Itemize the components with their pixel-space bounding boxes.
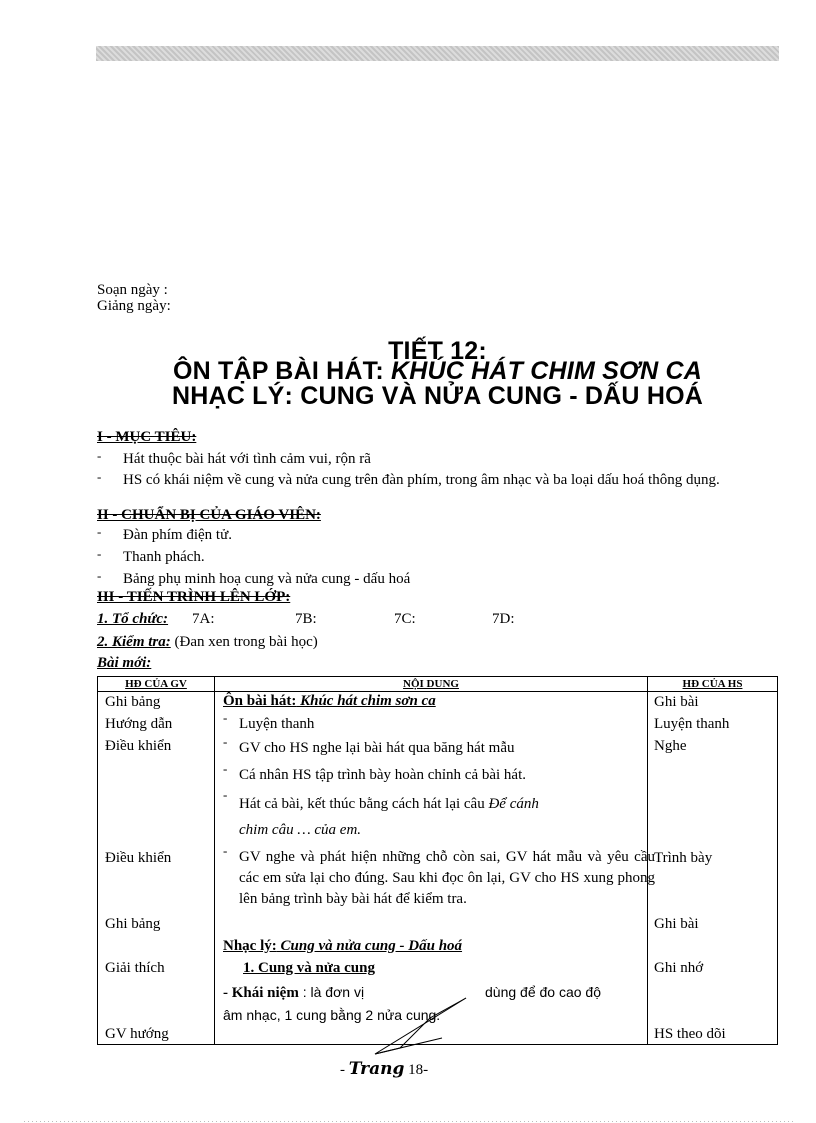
hs-item: Trình bày xyxy=(654,850,713,866)
gv-item: GV hướng xyxy=(105,1026,169,1042)
bai-moi-row xyxy=(97,655,151,672)
gv-item: Ghi bảng xyxy=(105,694,161,710)
list-item: - GV nghe và phát hiện những chỗ còn sai, GV hát mẫu và yêu cầu các em sửa lại cho đúng. Sau khi đọc ôn lại, GV cho HS xung phong lên bảng trình bày bài hát để kiểm tra. xyxy=(223,843,655,907)
lesson-theory-title: NHẠC LÝ: CUNG VÀ NỬA CUNG - DẤU HOÁ xyxy=(172,382,703,410)
pointer-line xyxy=(375,998,466,1054)
class-7a: 7A: xyxy=(192,611,215,627)
section-muc-tieu: I - MỤC TIÊU: xyxy=(97,429,197,445)
cung-va-nua-cung-heading: 1. Cung và nửa cung xyxy=(243,960,375,976)
gv-item: Hướng dẫn xyxy=(105,716,173,732)
bottom-dotted-line xyxy=(24,1121,794,1122)
on-bai-hat-heading: Ôn bài hát: Khúc hát chim sơn ca xyxy=(223,693,436,709)
list-item: - Luyện thanh xyxy=(223,710,315,732)
nhac-ly-heading: Nhạc lý: Cung và nửa cung - Dấu hoá xyxy=(223,938,463,954)
muc-tieu-item: - Hát thuộc bài hát với tình cảm vui, rộn rã xyxy=(97,448,371,467)
header-noi-dung: NỘI DUNG xyxy=(215,677,648,692)
class-7c: 7C: xyxy=(394,611,416,627)
giang-ngay-label: Giảng ngày: xyxy=(97,298,171,314)
list-item: - GV cho HS nghe lại bài hát qua băng hát mẫu xyxy=(223,734,515,756)
table-header-row xyxy=(98,677,778,692)
khai-niem-continued: dùng để đo cao độ xyxy=(485,984,601,1000)
section-chuan-bi: II - CHUẨN BỊ CỦA GIÁO VIÊN: xyxy=(97,507,321,523)
class-7d: 7D: xyxy=(492,611,515,627)
to-chuc-row xyxy=(97,611,515,628)
hs-item: Nghe xyxy=(654,738,687,754)
gv-item: Giải thích xyxy=(105,960,165,976)
gv-activity-cell xyxy=(98,692,215,1045)
kiem-tra-label: 2. Kiểm tra: xyxy=(97,634,171,650)
khai-niem-line-2: âm nhạc, 1 cung bằng 2 nửa cung. xyxy=(223,1007,441,1023)
triangle-pointer-graphic xyxy=(330,990,490,1070)
section-tien-trinh: III - TIẾN TRÌNH LÊN LỚP: xyxy=(97,589,291,605)
muc-tieu-item: - HS có khái niệm về cung và nửa cung trên đàn phím, trong âm nhạc và ba loại dấu hoá thông dụng. xyxy=(97,469,720,488)
hs-item: HS theo dõi xyxy=(654,1026,726,1042)
chuan-bi-item: - Thanh phách. xyxy=(97,546,205,565)
hs-activity-cell xyxy=(648,692,778,1045)
gv-item: Điều khiển xyxy=(105,738,172,754)
header-decorative-bar xyxy=(96,46,779,61)
hs-item: Ghi bài xyxy=(654,916,699,932)
hs-item: Ghi bài xyxy=(654,694,699,710)
list-item: - Cá nhân HS tập trình bày hoàn chỉnh cả bài hát. xyxy=(223,761,527,783)
lesson-title: TIẾT 12: xyxy=(388,337,487,365)
class-7b: 7B: xyxy=(295,611,317,627)
list-item: - Hát cả bài, kết thúc bằng cách hát lại câu Để cánh chim câu … của em. xyxy=(223,787,539,838)
header-hd-hs: HĐ CỦA HS xyxy=(648,677,778,692)
hs-item: Luyện thanh xyxy=(654,716,730,732)
to-chuc-label: 1. Tổ chức: xyxy=(97,611,169,627)
header-hd-gv: HĐ CỦA GV xyxy=(98,677,215,692)
hs-item: Ghi nhớ xyxy=(654,960,704,976)
kiem-tra-row: 2. Kiểm tra: (Đan xen trong bài học) xyxy=(97,634,318,650)
chuan-bi-item: - Bảng phụ minh hoạ cung và nửa cung - dấu hoá xyxy=(97,568,411,587)
khai-niem-line: - Khái niệm : là đơn vị xyxy=(223,984,365,1001)
lesson-subtitle: ÔN TẬP BÀI HÁT: KHÚC HÁT CHIM SƠN CA xyxy=(172,357,703,385)
gv-item: Điều khiển xyxy=(105,850,172,866)
page-number: - Trang 18- xyxy=(340,1059,429,1079)
gv-item: Ghi bảng xyxy=(105,916,161,932)
chuan-bi-item: - Đàn phím điện tử. xyxy=(97,524,232,543)
soan-ngay-label: Soạn ngày : xyxy=(97,282,168,298)
bai-moi-label: Bài mới: xyxy=(97,655,152,671)
